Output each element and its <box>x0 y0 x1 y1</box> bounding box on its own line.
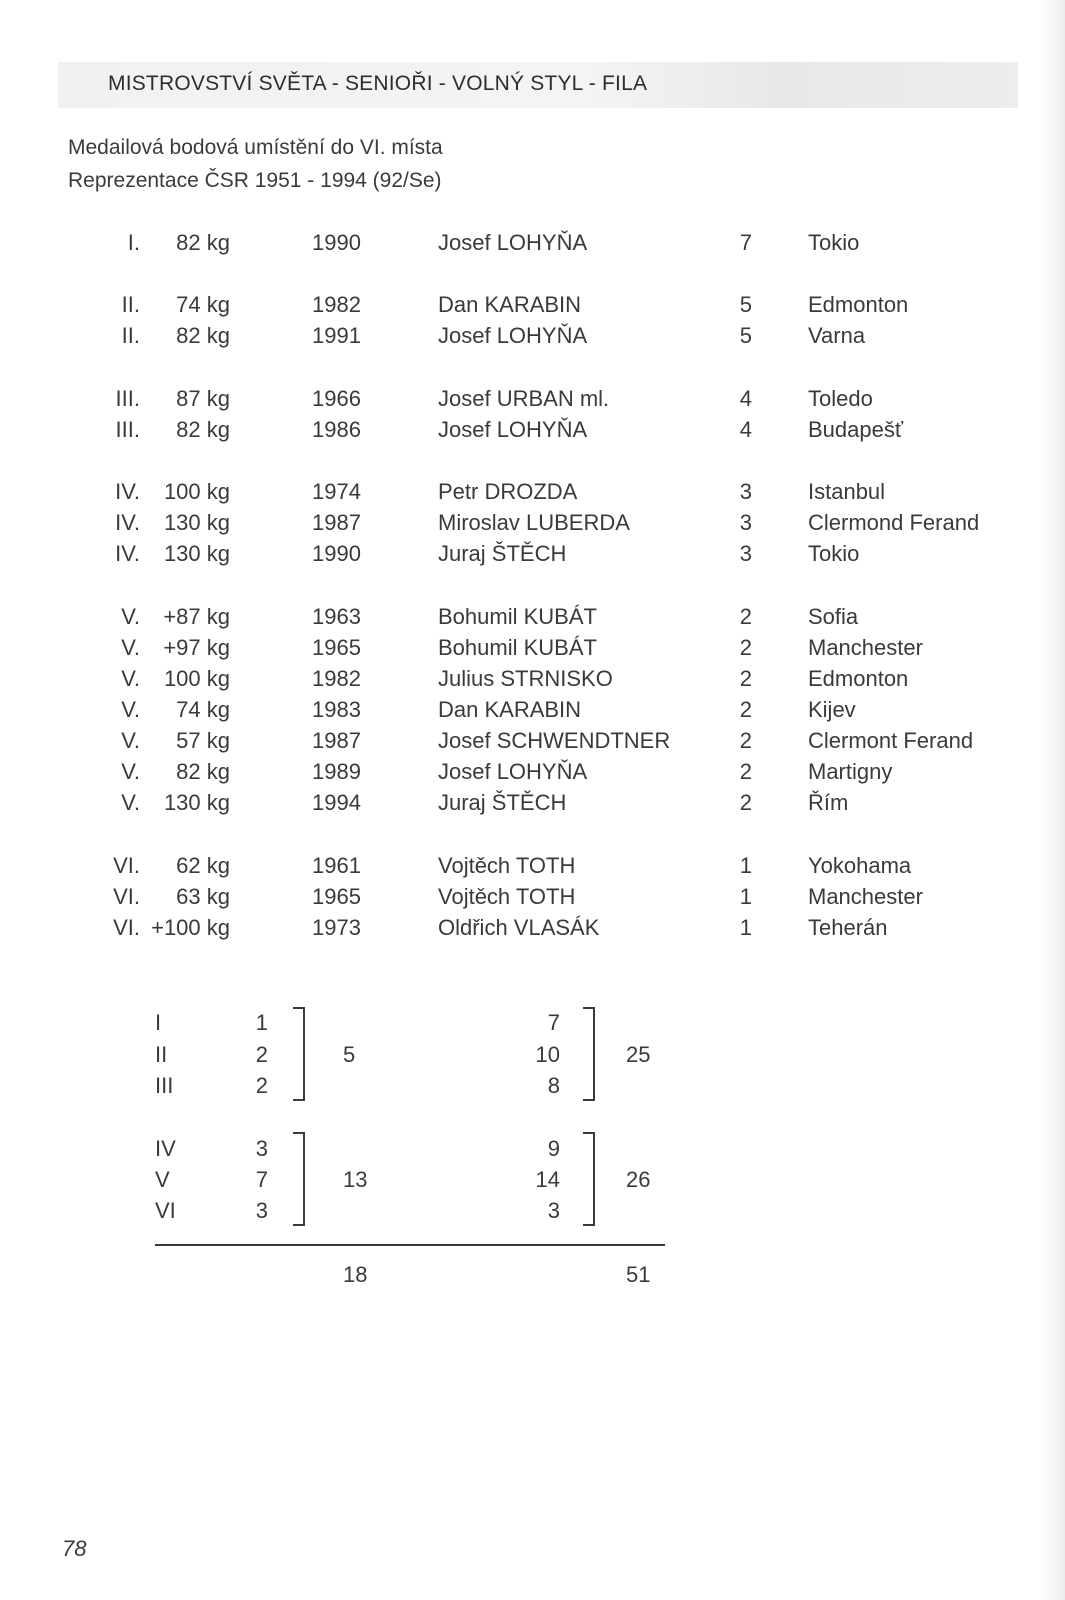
row-year: 1989 <box>312 759 361 784</box>
summary-place: III <box>155 1073 174 1098</box>
row-points: 1 <box>739 853 752 878</box>
summary-divider <box>155 1244 665 1246</box>
row-weight: 82 kg <box>176 230 230 255</box>
summary-place: VI <box>155 1198 176 1223</box>
row-weight: 57 kg <box>176 728 230 753</box>
subtitle-line-1: Medailová bodová umístění do VI. místa <box>68 136 443 159</box>
count-bracket <box>293 1007 305 1101</box>
summary-count-subtotal: 13 <box>343 1167 368 1192</box>
row-place: VI. <box>113 853 140 878</box>
subtitle-line-2: Reprezentace ČSR 1951 - 1994 (92/Se) <box>68 169 442 192</box>
summary-points: 9 <box>547 1136 560 1161</box>
summary-count: 7 <box>255 1167 268 1192</box>
row-year: 1982 <box>312 292 361 317</box>
row-points: 4 <box>739 386 752 411</box>
row-points: 3 <box>739 541 752 566</box>
row-name: Bohumil KUBÁT <box>438 635 597 660</box>
points-bracket <box>583 1132 595 1226</box>
summary-place: I <box>155 1010 162 1035</box>
row-name: Julius STRNISKO <box>438 666 613 691</box>
summary-count-total: 18 <box>343 1262 368 1287</box>
row-year: 1982 <box>312 666 361 691</box>
row-points: 2 <box>739 666 752 691</box>
summary-points: 7 <box>547 1010 560 1035</box>
row-weight: 130 kg <box>163 541 230 566</box>
row-weight: 82 kg <box>176 759 230 784</box>
row-points: 2 <box>739 728 752 753</box>
row-place: V. <box>121 697 140 722</box>
row-year: 1961 <box>312 853 361 878</box>
row-city: Clermond Ferand <box>808 510 980 535</box>
row-name: Josef SCHWENDTNER <box>438 728 671 753</box>
row-name: Josef LOHYŇA <box>438 230 588 255</box>
row-city: Clermont Ferand <box>808 728 974 753</box>
summary-count: 1 <box>255 1010 268 1035</box>
row-year: 1994 <box>312 790 361 815</box>
row-weight: +100 kg <box>151 915 230 940</box>
summary-place: II <box>155 1042 168 1067</box>
row-weight: 62 kg <box>176 853 230 878</box>
row-year: 1987 <box>312 510 361 535</box>
row-place: III. <box>115 386 140 411</box>
row-year: 1990 <box>312 230 361 255</box>
row-name: Oldřich VLASÁK <box>438 915 600 940</box>
row-weight: 100 kg <box>163 479 230 504</box>
row-city: Edmonton <box>808 292 909 317</box>
row-points: 2 <box>739 697 752 722</box>
row-points: 2 <box>739 790 752 815</box>
summary-place: IV <box>155 1136 176 1161</box>
row-points: 2 <box>739 604 752 629</box>
row-name: Vojtěch TOTH <box>438 853 576 878</box>
summary-points-subtotal: 25 <box>626 1042 651 1067</box>
row-name: Bohumil KUBÁT <box>438 604 597 629</box>
row-city: Budapešť <box>808 417 904 442</box>
row-place: V. <box>121 666 140 691</box>
row-weight: 100 kg <box>163 666 230 691</box>
row-name: Dan KARABIN <box>438 292 582 317</box>
row-year: 1974 <box>312 479 361 504</box>
row-city: Řím <box>808 790 849 815</box>
row-weight: 74 kg <box>176 697 230 722</box>
row-year: 1987 <box>312 728 361 753</box>
summary-points: 3 <box>547 1198 560 1223</box>
row-year: 1966 <box>312 386 361 411</box>
row-year: 1990 <box>312 541 361 566</box>
row-year: 1983 <box>312 697 361 722</box>
row-place: II. <box>121 292 140 317</box>
row-year: 1963 <box>312 604 361 629</box>
row-city: Yokohama <box>808 853 912 878</box>
row-name: Dan KARABIN <box>438 697 582 722</box>
row-year: 1973 <box>312 915 361 940</box>
row-points: 4 <box>739 417 752 442</box>
row-city: Istanbul <box>808 479 886 504</box>
row-name: Miroslav LUBERDA <box>438 510 630 535</box>
row-points: 2 <box>739 759 752 784</box>
row-year: 1986 <box>312 417 361 442</box>
page-header-title: MISTROVSTVÍ SVĚTA - SENIOŘI - VOLNÝ STYL - FILA <box>108 72 648 95</box>
row-place: IV. <box>115 510 140 535</box>
summary-count-subtotal: 5 <box>343 1042 356 1067</box>
row-year: 1991 <box>312 323 361 348</box>
row-weight: +87 kg <box>163 604 230 629</box>
row-place: II. <box>121 323 140 348</box>
row-name: Juraj ŠTĚCH <box>438 541 567 566</box>
row-city: Toledo <box>808 386 873 411</box>
row-weight: 82 kg <box>176 417 230 442</box>
row-place: V. <box>121 728 140 753</box>
count-bracket <box>293 1132 305 1226</box>
row-name: Josef LOHYŇA <box>438 417 588 442</box>
summary-points: 8 <box>547 1073 560 1098</box>
row-city: Sofia <box>808 604 859 629</box>
points-bracket <box>583 1007 595 1101</box>
page-edge-shadow <box>1041 0 1065 1600</box>
row-year: 1965 <box>312 884 361 909</box>
row-weight: 130 kg <box>163 510 230 535</box>
row-name: Juraj ŠTĚCH <box>438 790 567 815</box>
row-place: IV. <box>115 479 140 504</box>
row-city: Tokio <box>808 541 860 566</box>
row-city: Teherán <box>808 915 888 940</box>
row-place: V. <box>121 790 140 815</box>
row-name: Josef LOHYŇA <box>438 323 588 348</box>
row-place: VI. <box>113 915 140 940</box>
summary-points: 10 <box>535 1042 560 1067</box>
row-name: Josef URBAN ml. <box>438 386 610 411</box>
summary-points-total: 51 <box>626 1262 651 1287</box>
summary-place: V <box>155 1167 170 1192</box>
row-name: Vojtěch TOTH <box>438 884 576 909</box>
row-points: 7 <box>739 230 752 255</box>
row-points: 1 <box>739 915 752 940</box>
row-place: V. <box>121 759 140 784</box>
row-city: Varna <box>808 323 866 348</box>
row-points: 5 <box>739 323 752 348</box>
row-weight: 74 kg <box>176 292 230 317</box>
row-points: 5 <box>739 292 752 317</box>
row-points: 3 <box>739 510 752 535</box>
row-place: V. <box>121 635 140 660</box>
row-points: 1 <box>739 884 752 909</box>
row-weight: 82 kg <box>176 323 230 348</box>
row-name: Petr DROZDA <box>438 479 578 504</box>
row-city: Manchester <box>808 635 923 660</box>
row-city: Edmonton <box>808 666 909 691</box>
page-number: 78 <box>62 1536 87 1561</box>
row-weight: +97 kg <box>163 635 230 660</box>
row-points: 2 <box>739 635 752 660</box>
summary-count: 2 <box>255 1073 268 1098</box>
row-city: Manchester <box>808 884 923 909</box>
row-city: Martigny <box>808 759 893 784</box>
row-weight: 130 kg <box>163 790 230 815</box>
summary-count: 3 <box>255 1198 268 1223</box>
row-place: IV. <box>115 541 140 566</box>
row-points: 3 <box>739 479 752 504</box>
row-place: V. <box>121 604 140 629</box>
row-place: III. <box>115 417 140 442</box>
summary-points-subtotal: 26 <box>626 1167 651 1192</box>
row-year: 1965 <box>312 635 361 660</box>
summary-count: 3 <box>255 1136 268 1161</box>
row-place: VI. <box>113 884 140 909</box>
summary-count: 2 <box>255 1042 268 1067</box>
row-name: Josef LOHYŇA <box>438 759 588 784</box>
summary-points: 14 <box>535 1167 560 1192</box>
row-weight: 63 kg <box>176 884 230 909</box>
row-city: Tokio <box>808 230 860 255</box>
row-place: I. <box>127 230 140 255</box>
row-city: Kijev <box>808 697 856 722</box>
row-weight: 87 kg <box>176 386 230 411</box>
